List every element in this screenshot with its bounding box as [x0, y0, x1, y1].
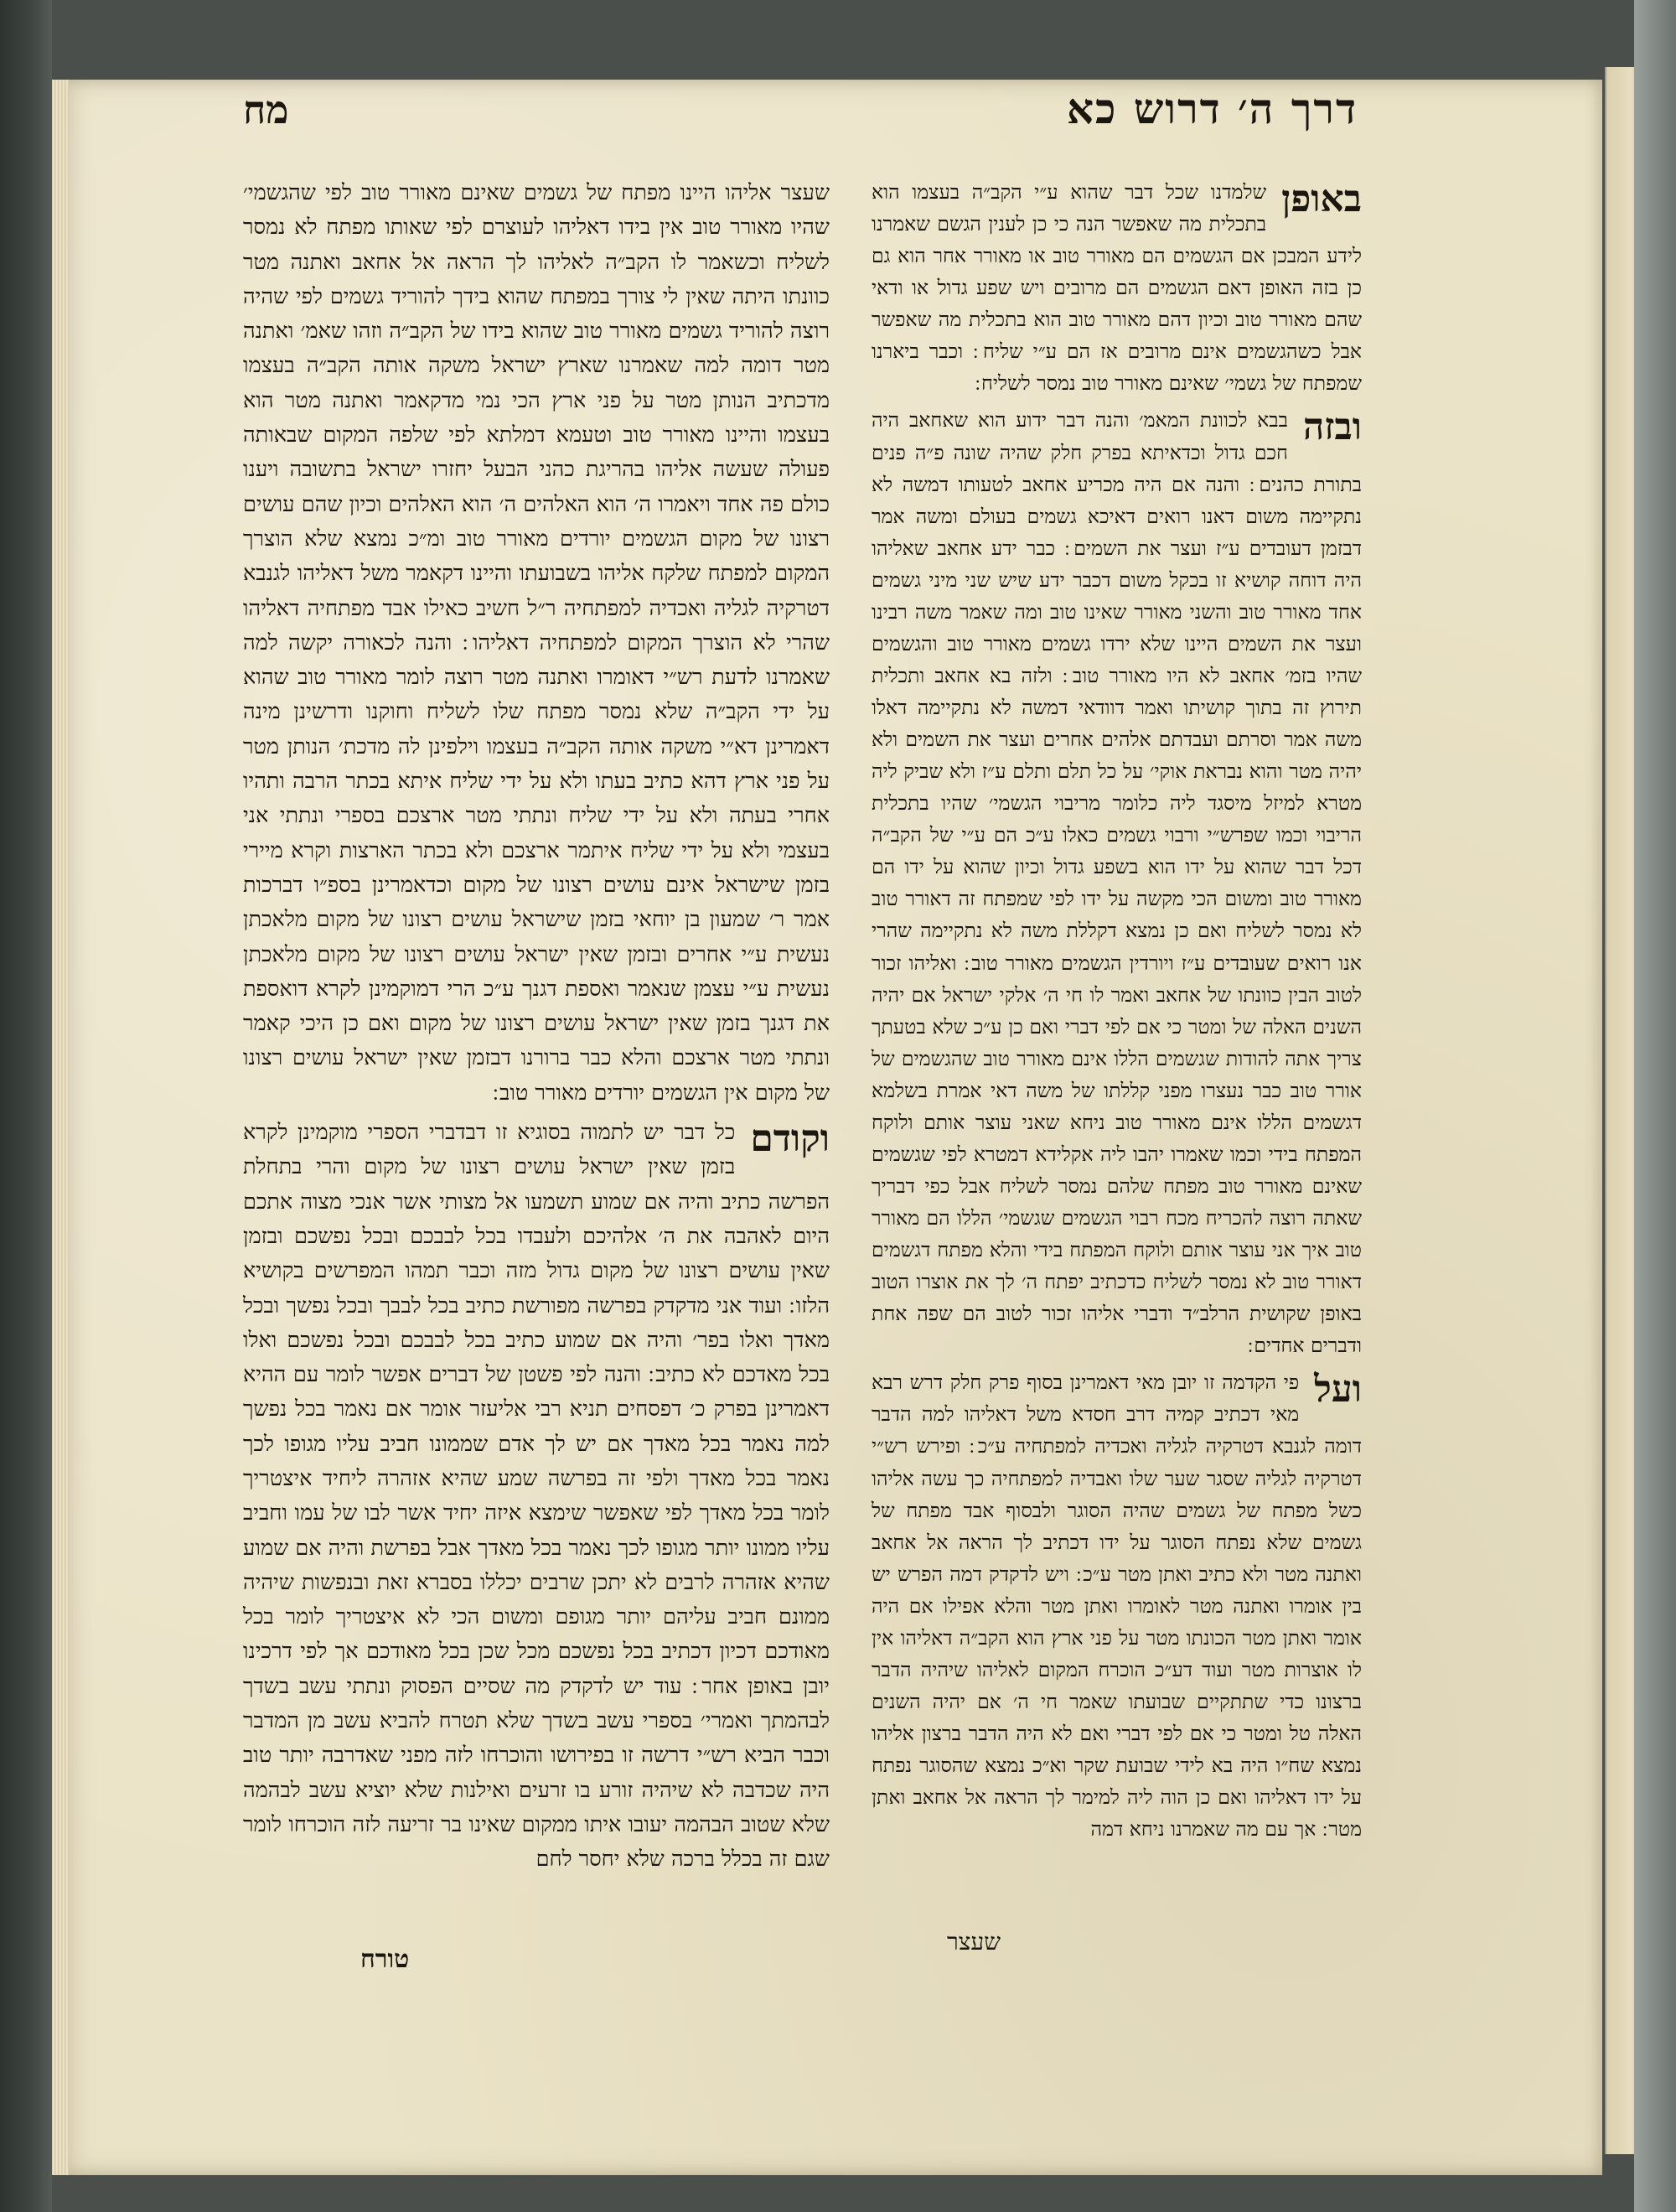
- paragraph-text: שלמדנו שכל דבר שהוא ע״י הקב״ה בעצמו הוא בתכלית מה שאפשר הנה כי כן לענין הגשם שאמרנו לידע המבכן אם הגשמים הם מאורר טוב או מאורר אחר הוא גם כן בזה האופן דאם הגשמים הם מרובים ויש שפע גדול או ודאי שהם מאורר טוב וכיון דהם מאורר טוב הוא בתכלית מה שאפשר אבל כשהגשמים אינם מרובים אז הם ע״י שליח ׃ וכבר ביארנו שמפתח של גשמי׳ שאינם מאורר טוב נמסר לשליח ׃: [872, 180, 1362, 396]
- paragraph-lead-word: באופן: [1281, 178, 1362, 220]
- page-stack-edge: [52, 80, 69, 2175]
- left-column: [243, 176, 830, 1883]
- paragraph-text: פי הקדמה זו יובן מאי דאמרינן בסוף פרק חלק דרש רבא מאי דכתיב קמיה דרב חסדא משל דאליהו למה הדבר דומה לגנבא דטרקיה לגליה ואכדיה למפתחיה ע״כ ׃ ופירש רש״י דטרקיה לגליה שסגר שער שלו ואבדיה למפתחיה כך עשה אליהו כשל מפתח של גשמים שהיה הסוגר ולבסוף אבד מפתח של גשמים שלא נפתח הסוגר על ידו דכתיב לך הראה אל אחאב ואתנה מטר ולא כתיב ואתן מטר ע״כ ׃ ויש לדקדק דמה הפרש יש בין אומרו ואתנה מטר לאומרו ואתן מטר והלא אפילו אם היה אומר ואתן מטר הכונתו מטר על פני ארץ הוא הקב״ה דאליהו אין לו אוצרות מטר ועוד דע״כ הוכרח המקום לאליהו שיהיה הדבר ברצונו כדי שתתקיים שבועתו שאמר חי ה׳ אם יהיה השנים האלה טל ומטר כי אם לפי דברי ואם לא היה הדבר ברצון אליהו נמצא שח״ו היה בא לידי שבועת שקר וא״כ נמצא שהסוגר נפתח על ידו דאליהו ואם כן הוה ליה למימר לך הראה אל אחאב ואתן מטר ׃ אך עם מה שאמרנו ניחא דמה: [872, 1370, 1362, 1842]
- paragraph-lead-word: ובזה: [1302, 406, 1362, 449]
- paragraph-lead-word: ועל: [1314, 1368, 1362, 1412]
- paragraph-text: שעצר אליהו היינו מפתח של גשמים שאינם מאורר טוב לפי שהגשמי׳ שהיו מאורר טוב אין בידו דאליהו לעוצרם לפי שאותו מפתח לא נמסר לשליח וכשאמר לו הקב״ה לאליהו לך הראה אל אחאב ואתנה מטר כוונתו היתה שאין לי צורך במפתח שהוא בידך להוריד גשמים לפי שהיה רוצה להוריד גשמים מאורר טוב שהוא בידו של הקב״ה וזהו שאמ׳ ואתנה מטר דומה למה שאמרנו שארץ ישראל משקה אותה הקב״ה בעצמו מדכתיב הנותן מטר על פני ארץ הכי נמי מדקאמר ואתנה מטר הוא בעצמו והיינו מאורר טוב וטעמא דמלתא לפי שלפה המקום שבאותה פעולה שעשה אליהו בהריגת כהני הבעל יחזרו ישראל בתשובה ויענו כולם פה אחד ויאמרו ה׳ הוא האלהים ה׳ הוא האלהים וכיון שהם עושים רצונו של מקום הגשמים יורדים מאורר טוב ומ״כ נמצא שלא הוצרך המקום למפתח שלקח אליהו בשבועתו והיינו דקאמר משל דאליהו לגנבא דטרקיה לגליה ואכדיה למפתחיה ר״ל חשיב כאילו אבד מפתחיה דאליהו שהרי לא הוצרך המקום למפתחיה דאליהו ׃ והנה לכאורה יקשה למה שאמרנו לדעת רש״י דאומרו ואתנה מטר רוצה לומר מאורר טוב שהוא על ידי הקב״ה שלא נמסר מפתח שלו לשליח וחוקנו ודרשינן מינה דאמרינן דא״י משקה אותה הקב״ה בעצמו וילפינן לה מדכת׳ הנותן מטר על פני ארץ דהא כתיב בעתו ולא על ידי שליח איתא בכתר הרבה ותהיו אחרי בעתה ולא על ידי שליח ונתתי מטר ארצכם בספרי ונתתי אני בעצמי ולא על ידי שליח איתמר ארצכם ולא בכתר הארצות וקרא מיירי בזמן שישראל אינם עושים רצונו של מקום וכדאמרינן בספ״ו דברכות אמר ר׳ שמעון בן יוחאי בזמן שישראל עושים רצונו של מקום מלאכתן נעשית ע״י אחרים ובזמן שאין ישראל עושים רצונו של מקום מלאכתן נעשית ע״י עצמן שנאמר ואספת דגנך ע״כ הרי דמוקמינן לקרא דואספת את דגנך בזמן שאין ישראל עושים רצונו של מקום ואם כן היכי קאמר ונתתי מטר ארצכם והלא כבר ברורנו דבזמן שאין ישראל עושים רצונו של מקום אין הגשמים יורדים מאורר טוב ׃: [243, 180, 830, 1106]
- paragraph-text: בבא לכוונת המאמ׳ והנה דבר ידוע הוא שאחאב היה חכם גדול וכדאיתא בפרק חלק שהיה שונה פ״ה פנים בתורת כהנים ׃ והנה אם היה מכריע אחאב לטעותו דמשה לא נתקיימה משום דאנו רואים דאיכא גשמים בעולם ומשה אמר דבזמן דעובדים ע״ז ועצר את השמים ׃ כבר ידע אחאב שאליהו היה דוחה קושיא זו בכקל משום דכבר ידע שיש שני מיני גשמים אחד מאורר טוב והשני מאורר שאינו טוב ומה שאמר משה רבינו ועצר את השמים היינו שלא ירדו גשמים מאורר טוב והגשמים שהיו בזמ׳ אחאב לא היו מאורר טוב ׃ ולזה בא אחאב ותכלית תירוץ זה בתוך קושיתו ואמר דוודאי דמשה לא נתקיימה דאלו משה אמר וסרתם ועבדתם אלהים אחרים ועצר את השמים ולא יהיה מטר והוא נבראת אוקי׳ על כל תלם ותלם ע״ז ולא שביק ליה מטרא למיזל מיסגד ליה כלומר מריבוי הגשמי׳ שהיו בתכלית הריבוי וכמו שפרש״י ורבוי גשמים כאלו ע״כ הם ע״י של הקב״ה דכל דבר שהוא על ידו הוא בשפע גדול וכיון שהוא על ידו הם מאורר טוב ומשום הכי מקשה על ידו לפי שמפתח זה דאורר טוב לא נמסר לשליח ואם כן נמצא דקללת משה לא נתקיימה שהרי אנו רואים שעובדים ע״ז ויורדין הגשמים מאורר טוב ׃ ואליהו זכור לטוב הבין כוונתו של אחאב ואמר לו חי ה׳ אלקי ישראל אם יהיה השנים האלה של ומטר כי אם לפי דברי ואם כן ע״כ שלא בטעתך צריך אתה להודות שגשמים הללו אינם מאורר טוב שהגשמים של אורר טוב כבר נעצרו מפני קללתו של משה דאי אמרת בשלמא דגשמים הללו אינם מאורר טוב ניחא שאני עוצר אותם ולוקח המפתח בידי וכמו שאמרו יהבו ליה אקלידא דמטרא לפי שגשמים שאינם מאורר טוב מפתח שלהם נמסר לשליח אבל כפי דבריך שאתה רוצה להכריח מכח רבוי הגשמים שגשמי׳ הללו הם מאורר טוב איך אני עוצר אותם ולוקח המפתח בידי והלא מפתח דגשמים דאורר טוב לא נמסר לשליח כדכתיב יפתח ה׳ לך את אוצרו הטוב באופן שקושית הרלב״ד ודברי אליהו זכור לטוב הם שפה אחת ודברים אחדים ׃: [872, 408, 1362, 1358]
- page-number: מח: [243, 87, 289, 132]
- page-header: [243, 84, 1358, 184]
- paragraph-text: כל דבר יש לתמוה בסוגיא זו דבדברי הספרי מוקמינן לקרא בזמן שאין ישראל עושים רצונו של מקום והרי בתחלת הפרשה כתיב והיה אם שמוע תשמעו אל מצותי אשר אנכי מצוה אתכם היום לאהבה את ה׳ אלהיכם ולעבדו בכל לבבכם ובכל נפשכם ובזמן שאין עושים רצונו של מקום גדול מזה וכבר תמהו המפרשים בקושיא הלזו ׃ ועוד אני מדקדק בפרשה מפורשת כתיב בכל לבבך ובכל נפשך ובכל מאדך ואלו בפר׳ והיה אם שמוע כתיב בכל לבבכם ובכל נפשכם ואלו בכל מאדכם לא כתיב ׃ והנה לפי פשטן של דברים אפשר לומר עם ההיא דאמרינן בפרק כ׳ דפסחים תניא רבי אליעזר אומר אם נאמר בכל נפשך למה נאמר בכל מאדך אם יש לך אדם שממונו חביב עליו מגופו לכך נאמר בכל מאדך ולפי זה בפרשה שמע שהיא אזהרה ליחיד איצטריך לומר בכל מאדך לפי שאפשר שימצא איזה יחיד אשר לבו של עמו וחביב עליו ממונו יותר מגופו לכך נאמר בכל מאדך אבל בפרשת והיה אם שמוע שהיא אזהרה לרבים לא יתכן שרבים יכללו בסברא זאת ובנפשות שיהיה ממונם חביב עליהם יותר מגופם ומשום הכי לא איצטריך לומר בכל מאודכם דכיון דכתיב בכל נפשכם מכל שכן בכל מאודכם אך לפי דרכינו יובן באופן אחר ׃ עוד יש לדקדק מה שסיים הפסוק ונתתי עשב בשדך לבהמתך ואמרי׳ בספרי עשב בשדך שלא תטרח להביא עשב מן המדבר וכבר הביא רש״י דרשה זו בפירושו והוכרחו לזה מפני שאדרבה יותר טוב היה שכדבה לא שיהיה זורע בו זרעים ואילנות שלא יוציא עשב לבהמה שלא שטוב הבהמה יעובו איתו ממקום שאינו בר זריעה לזה הוכרחו לומר שגם זה בכלל ברכה שלא יחסר לחם: [243, 1120, 830, 1873]
- right-column: [872, 176, 1362, 1850]
- book-cover-right-edge: [1634, 0, 1676, 2212]
- paragraph: [243, 176, 830, 1111]
- paragraph: [872, 176, 1362, 399]
- paragraph: [872, 404, 1362, 1361]
- running-title: דרך ה׳ דרוש כא: [1066, 84, 1358, 133]
- paragraph: [243, 1116, 830, 1878]
- signature-mark: טורח: [360, 1945, 410, 1974]
- paragraph: [872, 1366, 1362, 1845]
- catchword: שעצר: [947, 1928, 1001, 1956]
- paragraph-lead-word: וקודם: [750, 1117, 830, 1161]
- book-cover-left-edge: [0, 0, 52, 2212]
